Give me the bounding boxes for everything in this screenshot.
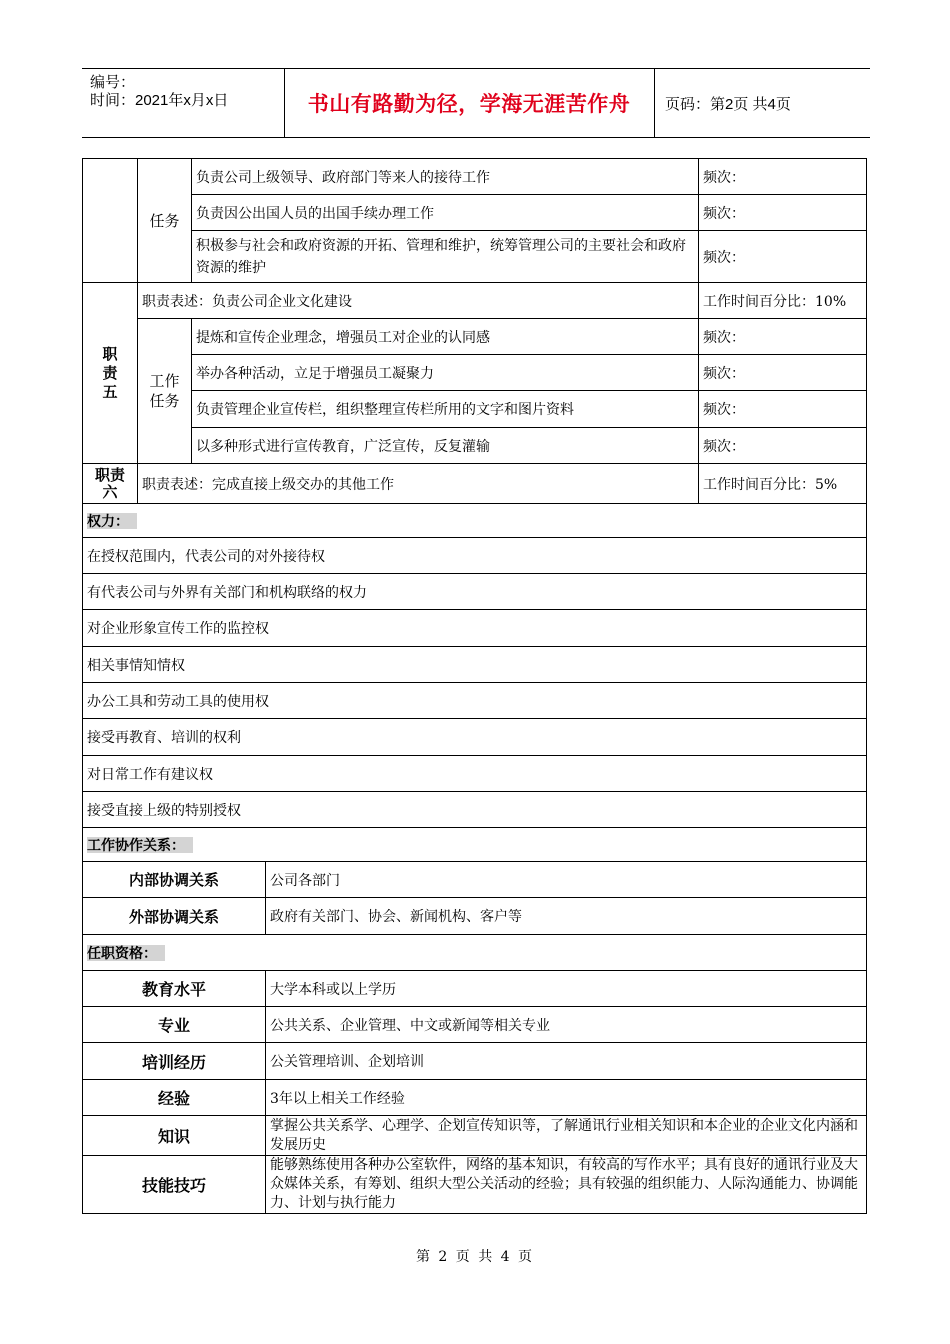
duty5-task-text: 负责管理企业宣传栏，组织整理宣传栏所用的文字和图片资料 bbox=[192, 391, 699, 428]
power-item: 对企业形象宣传工作的监控权 bbox=[83, 610, 867, 647]
power-row bbox=[83, 719, 867, 756]
duty4-task-freq: 频次： bbox=[699, 231, 867, 283]
qualification-value: 3年以上相关工作经验 bbox=[266, 1080, 867, 1116]
power-row bbox=[83, 683, 867, 719]
duty4-task-text: 积极参与社会和政府资源的开拓、管理和维护，统筹管理公司的主要社会和政府资源的维护 bbox=[192, 231, 699, 283]
power-row bbox=[83, 647, 867, 683]
power-row bbox=[83, 610, 867, 647]
qualifications-title-row bbox=[83, 935, 867, 971]
duty5-task-freq: 频次： bbox=[699, 391, 867, 428]
power-row bbox=[83, 792, 867, 828]
power-item: 对日常工作有建议权 bbox=[83, 756, 867, 792]
duty5-task-freq: 频次： bbox=[699, 355, 867, 391]
qualification-row bbox=[83, 1156, 867, 1214]
qualification-value: 公关管理培训、企划培训 bbox=[266, 1043, 867, 1080]
qualification-value: 公共关系、企业管理、中文或新闻等相关专业 bbox=[266, 1007, 867, 1043]
duty5-task-row bbox=[83, 391, 867, 428]
duty5-task-text: 以多种形式进行宣传教育，广泛宣传，反复灌输 bbox=[192, 428, 699, 464]
qualifications-title: 任职资格： bbox=[87, 945, 165, 961]
duty4-task-label: 任务 bbox=[138, 159, 192, 283]
qualification-label: 技能技巧 bbox=[83, 1156, 266, 1214]
duty5-task-row bbox=[83, 319, 867, 355]
page-header bbox=[82, 68, 870, 138]
cooperation-row bbox=[83, 898, 867, 935]
qualification-label: 培训经历 bbox=[83, 1043, 266, 1080]
duty5-task-row bbox=[83, 428, 867, 464]
qualification-label: 教育水平 bbox=[83, 971, 266, 1007]
duty4-task-text: 负责公司上级领导、政府部门等来人的接待工作 bbox=[192, 159, 699, 195]
qualification-label: 知识 bbox=[83, 1116, 266, 1156]
qualification-row bbox=[83, 1080, 867, 1116]
header-meta bbox=[82, 69, 285, 137]
power-item: 接受再教育、培训的权利 bbox=[83, 719, 867, 756]
duty4-task-row bbox=[83, 159, 867, 195]
duty5-percent: 工作时间百分比：10% bbox=[699, 283, 867, 319]
duty5-statement: 职责表述：负责公司企业文化建设 bbox=[138, 283, 699, 319]
duty4-task-row bbox=[83, 231, 867, 283]
power-row bbox=[83, 756, 867, 792]
qualification-value: 大学本科或以上学历 bbox=[266, 971, 867, 1007]
qualification-row bbox=[83, 971, 867, 1007]
power-item: 办公工具和劳动工具的使用权 bbox=[83, 683, 867, 719]
duty5-task-text: 提炼和宣传企业理念，增强员工对企业的认同感 bbox=[192, 319, 699, 355]
duty4-task-freq: 频次： bbox=[699, 195, 867, 231]
qualification-value: 掌握公共关系学、心理学、企划宣传知识等，了解通讯行业相关知识和本企业的企业文化内涵和发展历史 bbox=[266, 1116, 867, 1156]
cooperation-label: 内部协调关系 bbox=[83, 862, 266, 898]
duty5-task-freq: 频次： bbox=[699, 428, 867, 464]
power-item: 相关事情知情权 bbox=[83, 647, 867, 683]
header-page-label: 页码：第2页 共4页 bbox=[665, 95, 791, 113]
cooperation-value: 政府有关部门、协会、新闻机构、客户等 bbox=[266, 898, 867, 935]
job-description-table bbox=[82, 158, 867, 1214]
header-motto: 书山有路勤为径，学海无涯苦作舟 bbox=[284, 69, 655, 137]
duty4-task-freq: 频次： bbox=[699, 159, 867, 195]
qualification-value: 能够熟练使用各种办公室软件，网络的基本知识，有较高的写作水平；具有良好的通讯行业及大众媒体关系，有筹划、组织大型公关活动的经验；具有较强的组织能力、人际沟通能力、协调能力、计划与执行能力 bbox=[266, 1156, 867, 1214]
power-item: 有代表公司与外界有关部门和机构联络的权力 bbox=[83, 574, 867, 610]
duty6-statement: 职责表述：完成直接上级交办的其他工作 bbox=[138, 464, 699, 504]
power-item: 接受直接上级的特别授权 bbox=[83, 792, 867, 828]
cooperation-title-row bbox=[83, 828, 867, 862]
power-item: 在授权范围内，代表公司的对外接待权 bbox=[83, 538, 867, 574]
duty6-label: 职责 六 bbox=[83, 464, 138, 504]
duty4-task-row bbox=[83, 195, 867, 231]
qualification-label: 专业 bbox=[83, 1007, 266, 1043]
qualification-row bbox=[83, 1043, 867, 1080]
cooperation-row bbox=[83, 862, 867, 898]
page-footer: 第 2 页 共 4 页 bbox=[415, 1249, 535, 1265]
duty6-percent: 工作时间百分比：5% bbox=[699, 464, 867, 504]
powers-title-row bbox=[83, 504, 867, 538]
cooperation-value: 公司各部门 bbox=[266, 862, 867, 898]
cooperation-title: 工作协作关系： bbox=[87, 837, 193, 853]
doc-date-label: 时间：2021年x月x日 bbox=[90, 92, 229, 109]
duty6-row bbox=[83, 464, 867, 504]
duty5-task-row bbox=[83, 355, 867, 391]
qualification-row bbox=[83, 1116, 867, 1156]
power-row bbox=[83, 574, 867, 610]
power-row bbox=[83, 538, 867, 574]
duty5-statement-row bbox=[83, 283, 867, 319]
duty5-task-freq: 频次： bbox=[699, 319, 867, 355]
duty5-task-text: 举办各种活动，立足于增强员工凝聚力 bbox=[192, 355, 699, 391]
duty5-task-label: 工作 任务 bbox=[138, 319, 192, 464]
doc-number-label: 编号： bbox=[90, 74, 136, 91]
qualification-row bbox=[83, 1007, 867, 1043]
cooperation-label: 外部协调关系 bbox=[83, 898, 266, 935]
duty4-label-cell bbox=[83, 159, 138, 283]
qualification-label: 经验 bbox=[83, 1080, 266, 1116]
duty4-task-text: 负责因公出国人员的出国手续办理工作 bbox=[192, 195, 699, 231]
duty5-label: 职 责 五 bbox=[83, 283, 138, 464]
powers-title: 权力： bbox=[87, 513, 137, 529]
